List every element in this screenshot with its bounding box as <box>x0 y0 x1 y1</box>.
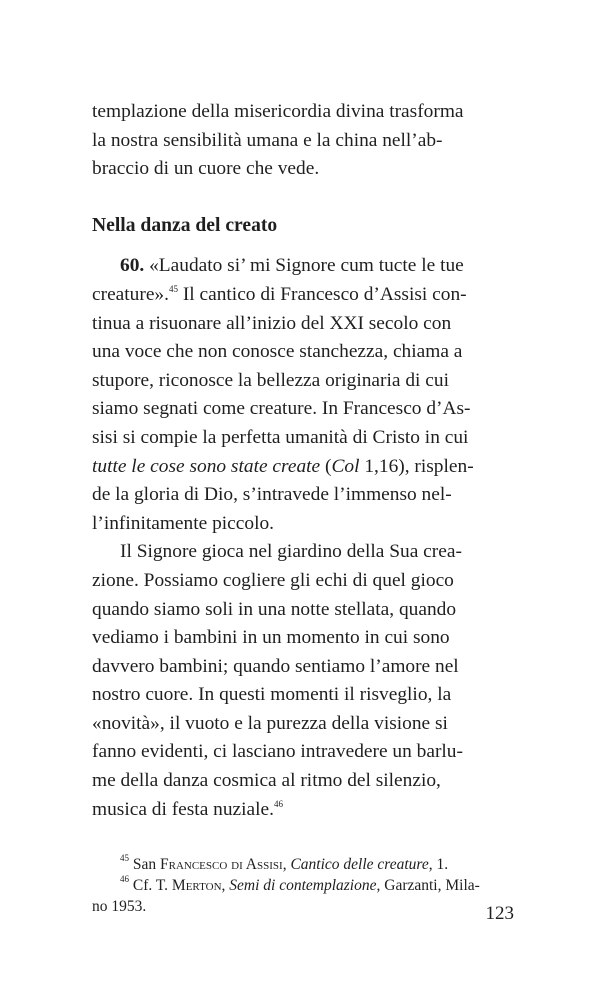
footnote-ref-45[interactable]: 45 <box>168 283 178 294</box>
footnote-author: Merton <box>171 877 222 895</box>
footnote-45 <box>92 854 514 875</box>
text-line: fanno evidenti, ci lasciano intravedere un barlu- <box>92 741 463 763</box>
footnotes <box>92 854 514 917</box>
text-line: musica di festa nuziale. <box>92 798 274 820</box>
footnote-text: , <box>221 877 230 895</box>
bible-book-ref: Col <box>331 455 360 477</box>
footnote-ref-46[interactable]: 46 <box>274 798 283 809</box>
text-line: braccio di un cuore che vede. <box>92 158 320 180</box>
footnote-text: , <box>282 856 291 874</box>
footnote-text: San <box>129 856 160 874</box>
text-line: vediamo i bambini in un momento in cui sono <box>92 627 450 649</box>
text-line: «Laudato si’ mi Signore cum tucte le tue <box>149 255 464 277</box>
text-line: me della danza cosmica al ritmo del silenzio, <box>92 770 441 792</box>
paragraph-number: 60. <box>120 255 145 277</box>
text-line: zione. Possiamo cogliere gli echi di quel gioco <box>92 569 454 591</box>
text-line: davvero bambini; quando sentiamo l’amore nel <box>92 655 459 677</box>
text-line: la nostra sensibilità umana e la china nell’ab- <box>92 129 443 151</box>
footnote-number: 45 <box>120 853 129 864</box>
text-line: templazione della misericordia divina trasforma <box>92 101 464 122</box>
text-line: stupore, riconosce la bellezza originaria di cui <box>92 369 449 391</box>
text-line: l’infinitamente piccolo. <box>92 512 274 534</box>
text-fragment: ( <box>320 455 332 477</box>
text-line: creature». <box>92 283 169 305</box>
top-paragraph <box>92 98 514 184</box>
text-fragment: 1,16), risplen- <box>359 455 474 477</box>
footnote-46 <box>92 875 514 917</box>
footnote-text: Cf. T. <box>129 877 172 895</box>
paragraph-signore <box>92 538 514 824</box>
text-line: una voce che non conosce stanchezza, chiama a <box>92 341 463 363</box>
text-line: quando siamo soli in una notte stellata, quando <box>92 598 457 620</box>
section-heading: Nella danza del creato <box>92 214 278 236</box>
footnote-text: , 1. <box>428 856 449 874</box>
text-line: Il cantico di Francesco d’Assisi con- <box>177 283 467 305</box>
text-line: «novità», il vuoto e la purezza della visione si <box>92 712 448 734</box>
page-body <box>92 98 514 917</box>
footnote-title: Semi di contemplazione <box>229 877 377 895</box>
footnote-author: Francesco di Assisi <box>160 856 283 874</box>
text-line: Il Signore gioca nel giardino della Sua crea- <box>120 541 462 563</box>
footnote-number: 46 <box>120 874 129 885</box>
footnote-text: , Garzanti, Mila- <box>376 877 480 895</box>
text-line: tinua a risuonare all’inizio del XXI secolo con <box>92 312 452 334</box>
footnote-text: no 1953. <box>92 898 147 916</box>
text-line: nostro cuore. In questi momenti il risveglio, la <box>92 684 452 706</box>
paragraph-60 <box>92 252 514 538</box>
page-number: 123 <box>485 903 514 924</box>
text-line: siamo segnati come creature. In Francesco d’As- <box>92 398 471 420</box>
text-line: sisi si compie la perfetta umanità di Cristo in cui <box>92 426 469 448</box>
italic-quote: tutte le cose sono state create <box>92 455 321 477</box>
footnote-title: Cantico delle creature <box>290 856 429 874</box>
text-line: de la gloria di Dio, s’intravede l’immenso nel- <box>92 484 452 506</box>
